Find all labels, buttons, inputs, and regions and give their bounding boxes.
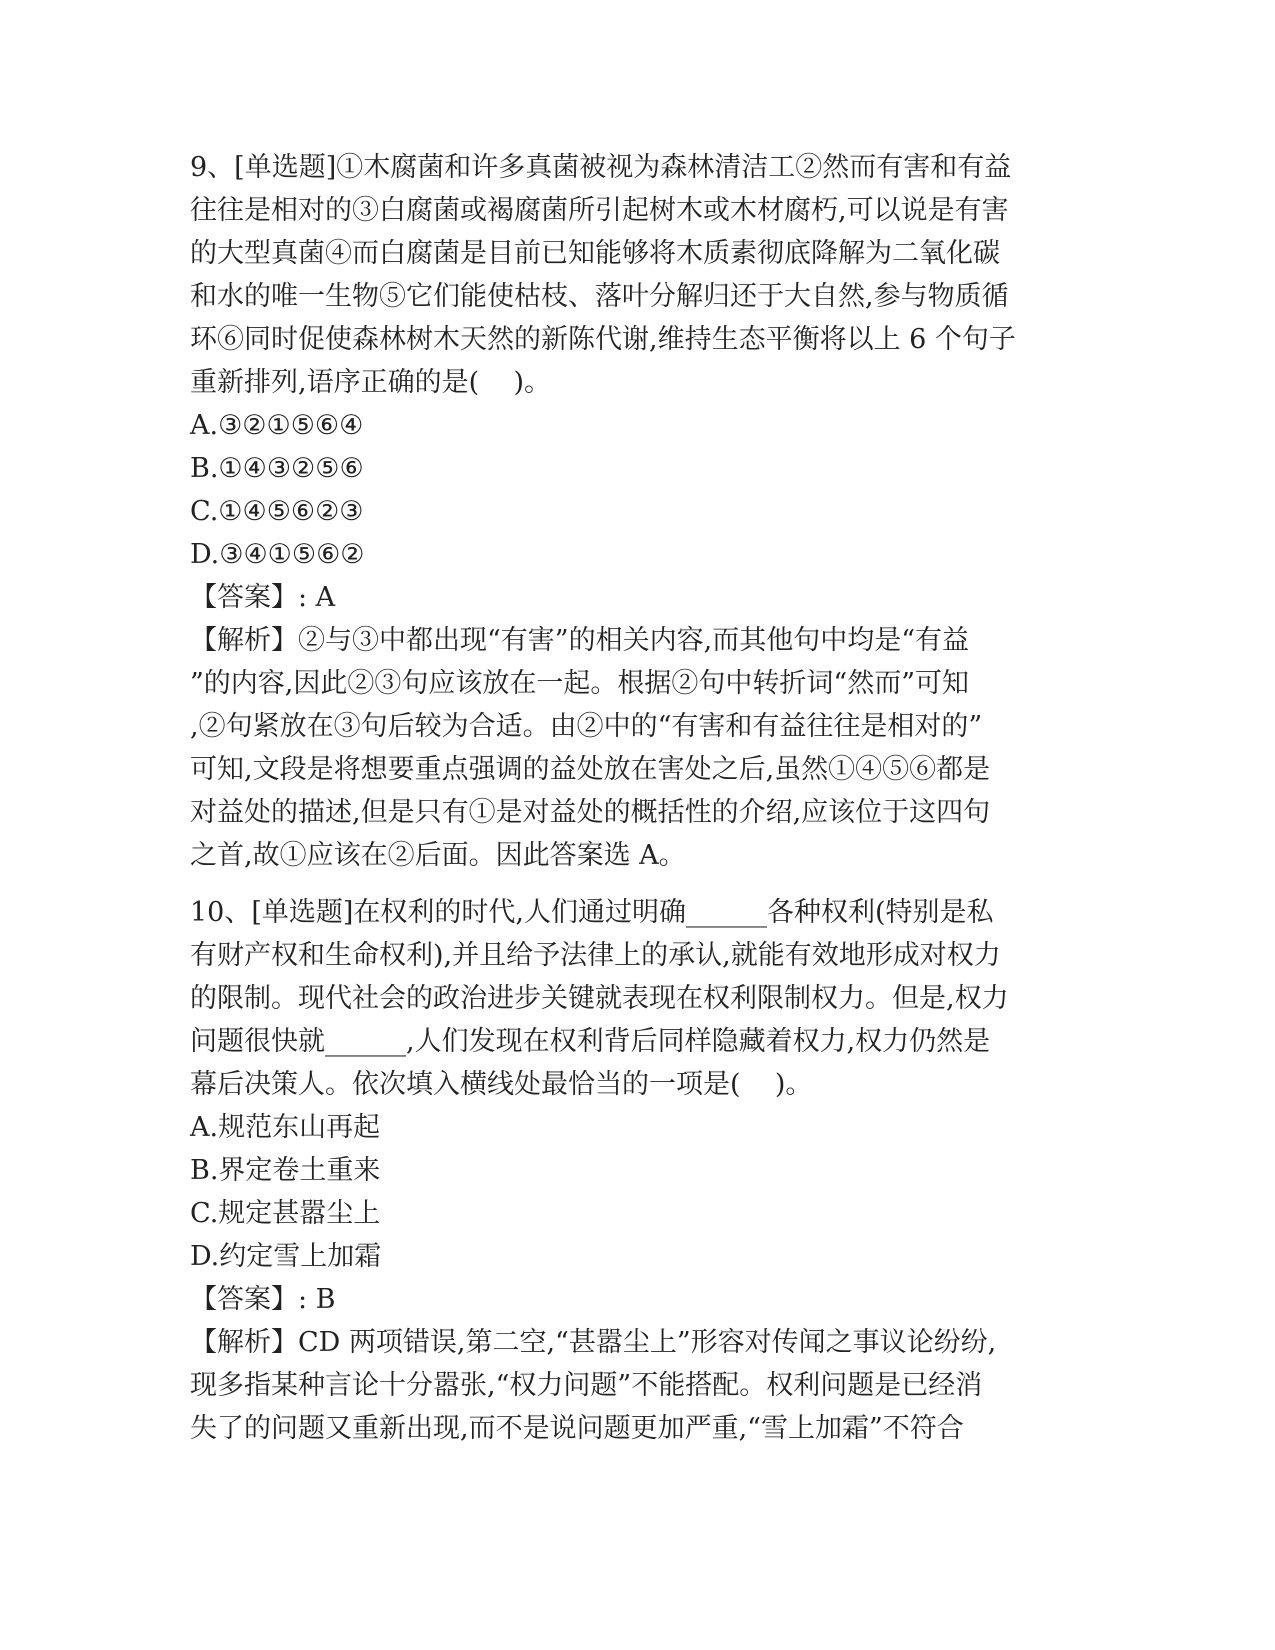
analysis	[190, 619, 1085, 877]
stem-line: 9、[单选题]①木腐菌和许多真菌被视为森林清洁工②然而有害和有益	[190, 152, 1012, 183]
analysis-line: 【解析】②与③中都出现“有害”的相关内容,而其他句中均是“有益	[190, 625, 969, 656]
option-d: D.约定雪上加霜	[190, 1241, 382, 1272]
analysis-line: ”的内容,因此②③句应该放在一起。根据②句中转折词“然而”可知	[190, 668, 969, 699]
option-a: A.③②①⑤⑥④	[190, 410, 364, 441]
stem-line: 的大型真菌④而白腐菌是目前已知能够将木质素彻底降解为二氧化碳	[190, 238, 1000, 269]
question-stem	[190, 146, 1085, 404]
question-9	[190, 146, 1085, 877]
option-a: A.规范东山再起	[190, 1112, 381, 1143]
analysis-line: 之首,故①应该在②后面。因此答案选 A。	[190, 840, 686, 871]
question-stem	[190, 891, 1085, 1106]
stem-line: 的限制。现代社会的政治进步关键就表现在权利限制权力。但是,权力	[190, 983, 1009, 1014]
stem-line: 和水的唯一生物⑤它们能使枯枝、落叶分解归还于大自然,参与物质循	[190, 281, 1009, 312]
analysis-line: 【解析】CD 两项错误,第二空,“甚嚣尘上”形容对传闻之事议论纷纷,	[190, 1327, 997, 1358]
stem-line: 幕后决策人。依次填入横线处最恰当的一项是( )。	[190, 1069, 813, 1100]
option-list	[190, 1106, 1085, 1278]
analysis-line: ,②句紧放在③句后较为合适。由②中的“有害和有益往往是相对的”	[190, 711, 983, 742]
question-gap	[190, 877, 1085, 891]
analysis-line: 现多指某种言论十分嚣张,“权力问题”不能搭配。权利问题是已经消	[190, 1370, 983, 1401]
answer: 【答案】: B	[190, 1284, 336, 1315]
stem-line: 问题很快就______,人们发现在权利背后同样隐藏着权力,权力仍然是	[190, 1026, 991, 1057]
option-list	[190, 404, 1085, 576]
answer: 【答案】: A	[190, 582, 336, 613]
document-page	[190, 146, 1085, 1450]
option-c: C.①④⑤⑥②③	[190, 496, 364, 527]
option-b: B.界定卷土重来	[190, 1155, 381, 1186]
analysis-line: 可知,文段是将想要重点强调的益处放在害处之后,虽然①④⑤⑥都是	[190, 754, 991, 785]
option-b: B.①④③②⑤⑥	[190, 453, 364, 484]
stem-line: 往往是相对的③白腐菌或褐腐菌所引起树木或木材腐朽,可以说是有害	[190, 195, 1009, 226]
option-c: C.规定甚嚣尘上	[190, 1198, 381, 1229]
stem-line: 有财产权和生命权利),并且给予法律上的承认,就能有效地形成对权力	[190, 940, 1001, 971]
analysis	[190, 1321, 1085, 1450]
analysis-line: 失了的问题又重新出现,而不是说问题更加严重,“雪上加霜”不符合	[190, 1413, 964, 1444]
question-10	[190, 891, 1085, 1450]
option-d: D.③④①⑤⑥②	[190, 539, 365, 570]
stem-line: 环⑥同时促使森林树木天然的新陈代谢,维持生态平衡将以上 6 个句子	[190, 324, 1016, 355]
analysis-line: 对益处的描述,但是只有①是对益处的概括性的介绍,应该位于这四句	[190, 797, 991, 828]
stem-line: 重新排列,语序正确的是( )。	[190, 367, 551, 398]
stem-line: 10、[单选题]在权利的时代,人们通过明确______各种权利(特别是私	[190, 897, 994, 928]
